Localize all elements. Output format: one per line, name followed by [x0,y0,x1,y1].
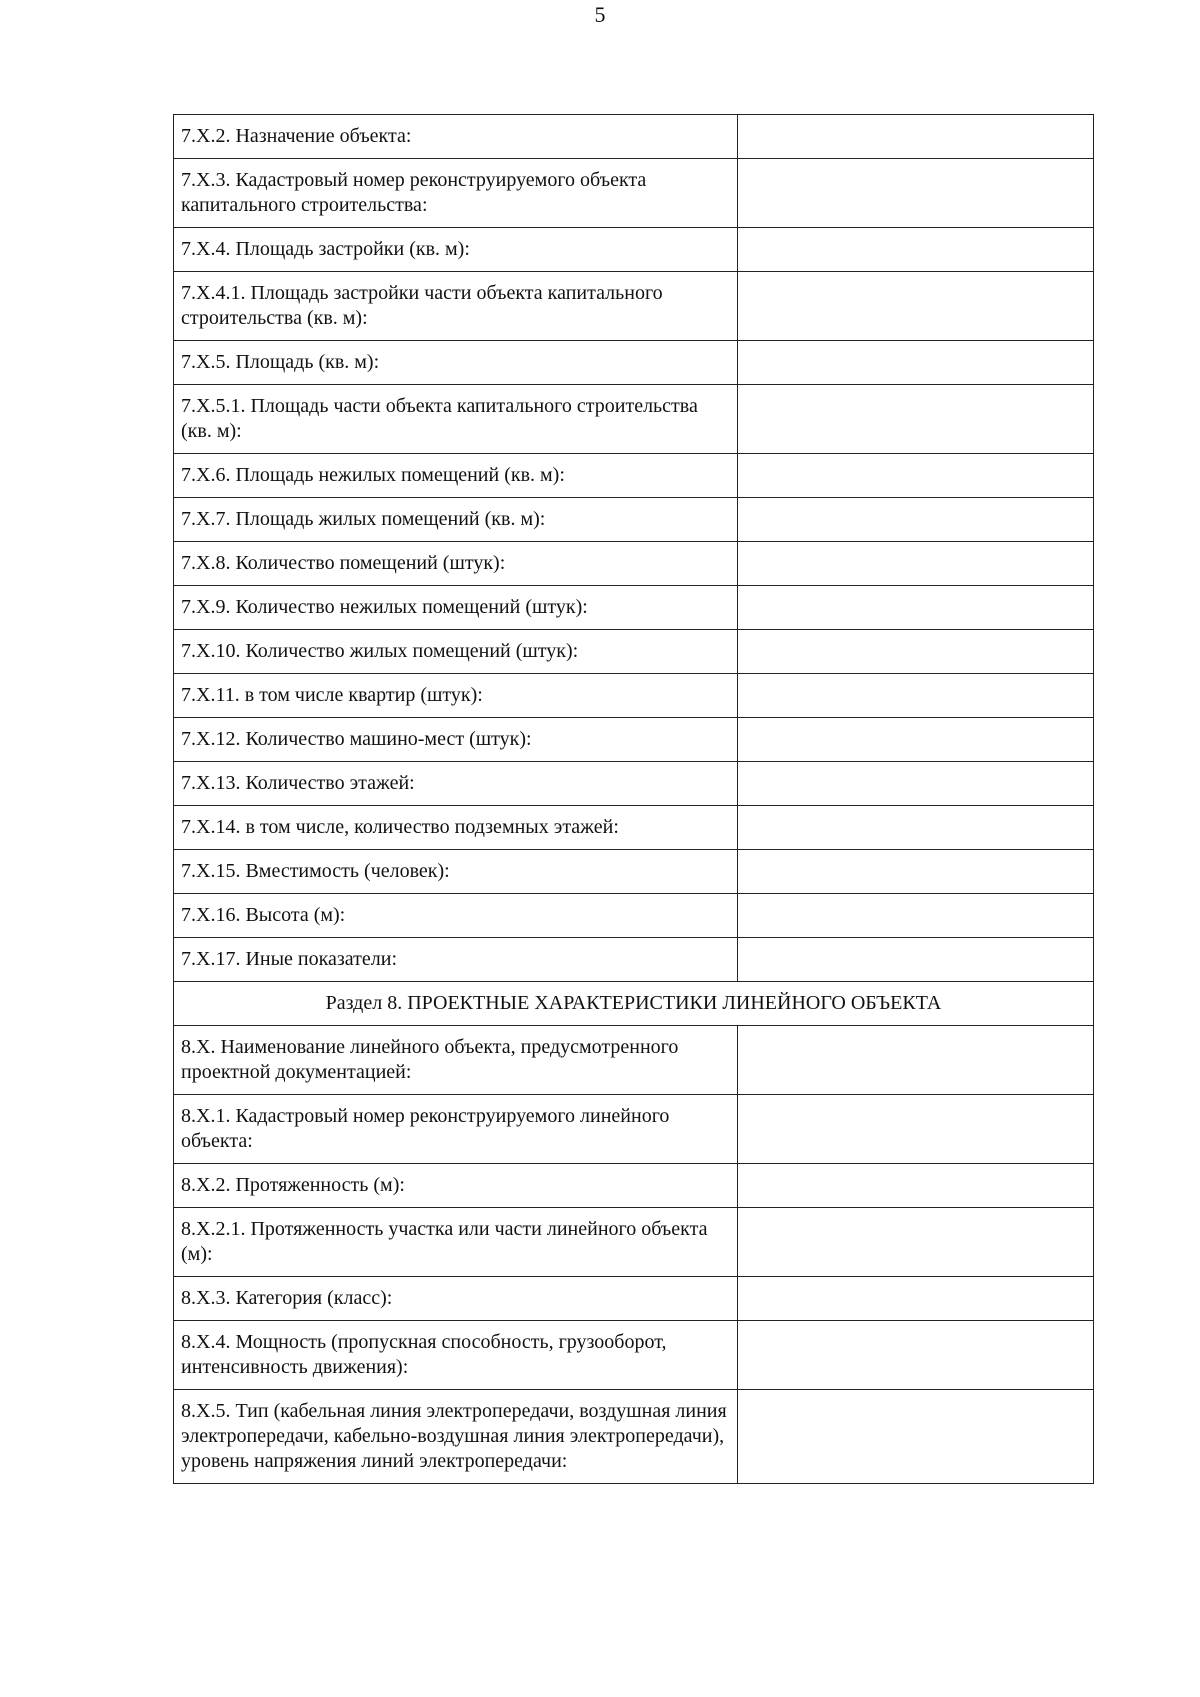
row-value-field[interactable] [738,718,1094,762]
row-value-field[interactable] [738,159,1094,228]
row-label: 7.Х.16. Высота (м): [174,894,738,938]
row-label: 8.Х.2. Протяженность (м): [174,1164,738,1208]
row-value-field[interactable] [738,115,1094,159]
row-value-field[interactable] [738,1277,1094,1321]
row-value-field[interactable] [738,542,1094,586]
table-row [174,272,1094,341]
table-row [174,159,1094,228]
page-number: 5 [594,2,606,27]
row-label: 7.Х.5. Площадь (кв. м): [174,341,738,385]
row-label: 7.Х.7. Площадь жилых помещений (кв. м): [174,498,738,542]
table-row [174,630,1094,674]
row-value-field[interactable] [738,1321,1094,1390]
table-row [174,498,1094,542]
table-row [174,1208,1094,1277]
row-value-field[interactable] [738,850,1094,894]
row-label: 7.Х.5.1. Площадь части объекта капитального строительства (кв. м): [174,385,738,454]
table-row [174,1164,1094,1208]
row-label: 8.Х.2.1. Протяженность участка или части линейного объекта (м): [174,1208,738,1277]
table-row [174,115,1094,159]
row-value-field[interactable] [738,454,1094,498]
row-label: 7.Х.2. Назначение объекта: [174,115,738,159]
table-row [174,1390,1094,1484]
row-value-field[interactable] [738,1095,1094,1164]
row-label: 8.Х.3. Категория (класс): [174,1277,738,1321]
row-label: 7.Х.13. Количество этажей: [174,762,738,806]
row-value-field[interactable] [738,498,1094,542]
row-value-field[interactable] [738,1164,1094,1208]
table-row [174,454,1094,498]
section-header-row [174,982,1094,1026]
row-label: 7.Х.4. Площадь застройки (кв. м): [174,228,738,272]
row-label: 8.Х.5. Тип (кабельная линия электропередачи, воздушная линия электропередачи, кабельно-воздушная линия электропередачи), уровень напряжения линий электропередачи: [174,1390,738,1484]
row-label: 7.Х.14. в том числе, количество подземных этажей: [174,806,738,850]
row-value-field[interactable] [738,586,1094,630]
project-characteristics-table [173,114,1094,1484]
row-value-field[interactable] [738,674,1094,718]
row-label: 7.Х.12. Количество машино-мест (штук): [174,718,738,762]
table-row [174,894,1094,938]
row-value-field[interactable] [738,341,1094,385]
row-value-field[interactable] [738,1026,1094,1095]
row-value-field[interactable] [738,938,1094,982]
table-row [174,718,1094,762]
table-row [174,674,1094,718]
table-row [174,1095,1094,1164]
row-label: 7.Х.6. Площадь нежилых помещений (кв. м): [174,454,738,498]
table-row [174,385,1094,454]
table-row [174,938,1094,982]
table-row [174,542,1094,586]
table-row [174,586,1094,630]
table-row [174,762,1094,806]
row-value-field[interactable] [738,385,1094,454]
row-label: 8.Х.1. Кадастровый номер реконструируемого линейного объекта: [174,1095,738,1164]
row-label: 8.Х. Наименование линейного объекта, предусмотренного проектной документацией: [174,1026,738,1095]
table-row [174,228,1094,272]
row-value-field[interactable] [738,1208,1094,1277]
section-8-title: Раздел 8. ПРОЕКТНЫЕ ХАРАКТЕРИСТИКИ ЛИНЕЙНОГО ОБЪЕКТА [174,982,1094,1026]
row-value-field[interactable] [738,228,1094,272]
table-row [174,1277,1094,1321]
row-label: 7.Х.9. Количество нежилых помещений (штук): [174,586,738,630]
row-value-field[interactable] [738,630,1094,674]
table-row [174,1321,1094,1390]
row-value-field[interactable] [738,272,1094,341]
row-value-field[interactable] [738,762,1094,806]
table-row [174,341,1094,385]
row-label: 7.Х.3. Кадастровый номер реконструируемого объекта капитального строительства: [174,159,738,228]
row-label: 7.Х.4.1. Площадь застройки части объекта капитального строительства (кв. м): [174,272,738,341]
row-label: 7.Х.17. Иные показатели: [174,938,738,982]
row-value-field[interactable] [738,1390,1094,1484]
table-row [174,806,1094,850]
row-label: 7.Х.11. в том числе квартир (штук): [174,674,738,718]
table-row [174,850,1094,894]
row-label: 7.Х.8. Количество помещений (штук): [174,542,738,586]
table-row [174,1026,1094,1095]
row-label: 7.Х.10. Количество жилых помещений (штук): [174,630,738,674]
row-value-field[interactable] [738,894,1094,938]
row-value-field[interactable] [738,806,1094,850]
row-label: 7.Х.15. Вместимость (человек): [174,850,738,894]
row-label: 8.Х.4. Мощность (пропускная способность, грузооборот, интенсивность движения): [174,1321,738,1390]
